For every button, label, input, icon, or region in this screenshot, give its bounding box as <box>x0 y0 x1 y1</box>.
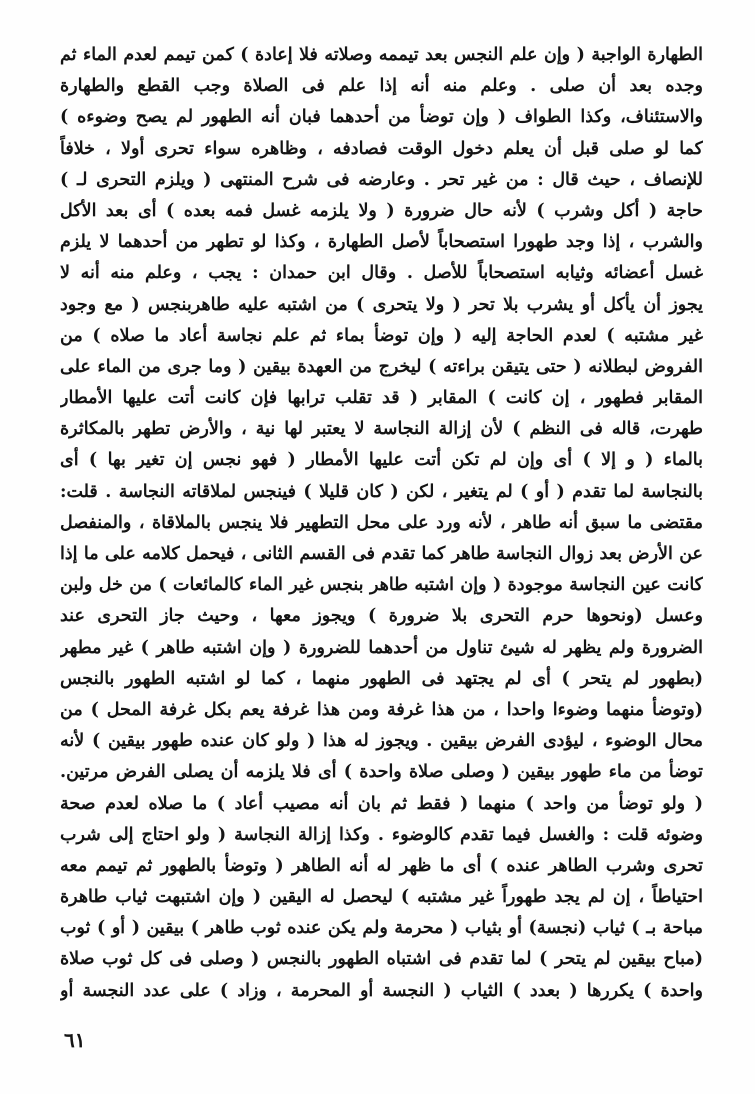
text-line: واحدة ) يكررها ( بعدد ) الثياب ( النجسة أو المحرمة ، وزاد ) على عدد النجسة أو <box>60 980 703 1001</box>
text-line: كانت عين النجاسة موجودة ( وإن اشتبه طاهر بنجس غير الماء كالمائعات ) من خل ولبن <box>60 575 703 596</box>
text-line: بالماء ( و إلا ) أى وإن لم تكن أتت عليها الأمطار ( فهو نجس إن تغير بها ) أى <box>60 450 703 471</box>
text-line: احتياطاً ، إن لم يجد طهوراً غير مشتبه ) ليحصل له اليقين ( وإن اشتبهت ثياب طاهرة <box>60 887 703 908</box>
page-body-text <box>60 40 703 1007</box>
text-line: غسل أعضائه وثيابه استصحاباً للأصل . وقال ابن حمدان : يجب ، وعلم منه أنه لا <box>60 263 703 284</box>
text-line: غير مشتبه ) لعدم الحاجة إليه ( وإن توضأ بماء ثم علم نجاسة أعاد ما صلاه ) من <box>60 325 703 346</box>
text-line: تحرى وشرب الطاهر عنده ) أى ما ظهر له أنه الطاهر ( وتوضأ بالطهور ثم تيمم معه <box>60 855 703 876</box>
text-line: وضوئه قلت : والغسل فيما تقدم كالوضوء . وكذا إزالة النجاسة ( ولو احتاج إلى شرب <box>60 824 703 845</box>
text-line: والشرب ، إذا وجد طهورا استصحاباً لأصل الطهارة ، وكذا لو تطهر من أحدهما لا يلزم <box>60 232 703 253</box>
page-number: ٦١ <box>64 1028 86 1052</box>
text-line: حاجة ( أكل وشرب ) لأنه حال ضرورة ( ولا يلزمه غسل فمه بعده ) أى بعد الأكل <box>60 200 703 221</box>
text-line: بالنجاسة لما تقدم ( أو ) لم يتغير ، لكن ( كان قليلا ) فينجس لملاقاته النجاسة . قلت: <box>60 481 703 502</box>
text-line: كما لو صلى قبل أن يعلم دخول الوقت فصادفه ، وظاهره سواء تحرى أولا ، خلافاً <box>60 138 703 159</box>
text-line: عن الأرض بعد زوال النجاسة طاهر كما تقدم فى القسم الثانى ، فيحمل كلامه على ما إذا <box>60 544 703 564</box>
text-line: المقابر فطهور ، إن كانت ) المقابر ( قد تقلب ترابها فإن كانت أتت عليها الأمطار <box>60 388 703 409</box>
text-line: (وتوضأ منهما وضوءا واحدا ، من هذا غرفة ومن هذا غرفة يعم بكل غرفة المحل ) من <box>60 699 703 720</box>
text-line: وعسل (ونحوها حرم التحرى بلا ضرورة ) ويجوز معها ، وحيث جاز التحرى عند <box>60 606 703 627</box>
text-line: والاستئناف، وكذا الطواف ( وإن توضأ من أحدهما فبان أنه الطهور لم يصح وضوءه ) <box>60 107 703 128</box>
text-line: للإنصاف ، حيث قال : من غير تحر . وعارضه فى شرح المنتهى ( ويلزم التحرى لـ ) <box>60 169 703 190</box>
text-line: (مباح بيقين لم يتحر ) لما تقدم فى اشتباه الطهور بالنجس ( وصلى فى كل ثوب صلاة <box>60 949 703 970</box>
text-line: وجده بعد أن صلى . وعلم منه أنه إذا علم فى الصلاة وجب القطع والطهارة <box>60 76 703 97</box>
text-line: الفروض لبطلانه ( حتى يتيقن براءته ) ليخرج من العهدة بيقين ( وما جرى من الماء على <box>60 356 703 377</box>
text-line: يجوز أن يأكل أو يشرب بلا تحر ( ولا يتحرى ) من اشتبه عليه طاهربنجس ( مع وجود <box>60 294 703 315</box>
text-line: الضرورة ولم يظهر له شيئ تناول من أحدهما للضرورة ( وإن اشتبه طاهر ) غير مطهر <box>60 637 703 658</box>
text-line: (بطهور لم يتحر ) أى لم يجتهد فى الطهور منهما ، كما لو اشتبه الطهور بالنجس <box>60 668 703 689</box>
text-line: مقتضى ما سبق أنه طاهر ، لأنه ورد على محل التطهير فلا ينجس بالملاقاة ، والمنفصل <box>60 512 703 533</box>
text-line: مباحة بـ ) ثياب (نجسة) أو بثياب ( محرمة ولم يكن عنده ثوب طاهر ) بيقين ( أو ) ثوب <box>60 918 703 939</box>
text-line: ( ولو توضأ من واحد ) منهما ( فقط ثم بان أنه مصيب أعاد ) ما صلاه لعدم صحة <box>60 793 703 814</box>
text-line: توضأ من ماء طهور بيقين ( وصلى صلاة واحدة ) أى فلا يلزمه أن يصلى الفرض مرتين. <box>60 762 703 783</box>
text-line: محال الوضوء ، ليؤدى الفرض بيقين . ويجوز له هذا ( ولو كان عنده طهور بيقين ) لأنه <box>60 731 703 752</box>
text-line: طهرت، قاله فى النظم ) لأن إزالة النجاسة لا يعتبر لها نية ، والأرض تطهر بالمكاثرة <box>60 419 703 440</box>
text-line: الطهارة الواجبة ( وإن علم النجس بعد تيممه وصلاته فلا إعادة ) كمن تيمم لعدم الماء ثم <box>60 45 703 65</box>
